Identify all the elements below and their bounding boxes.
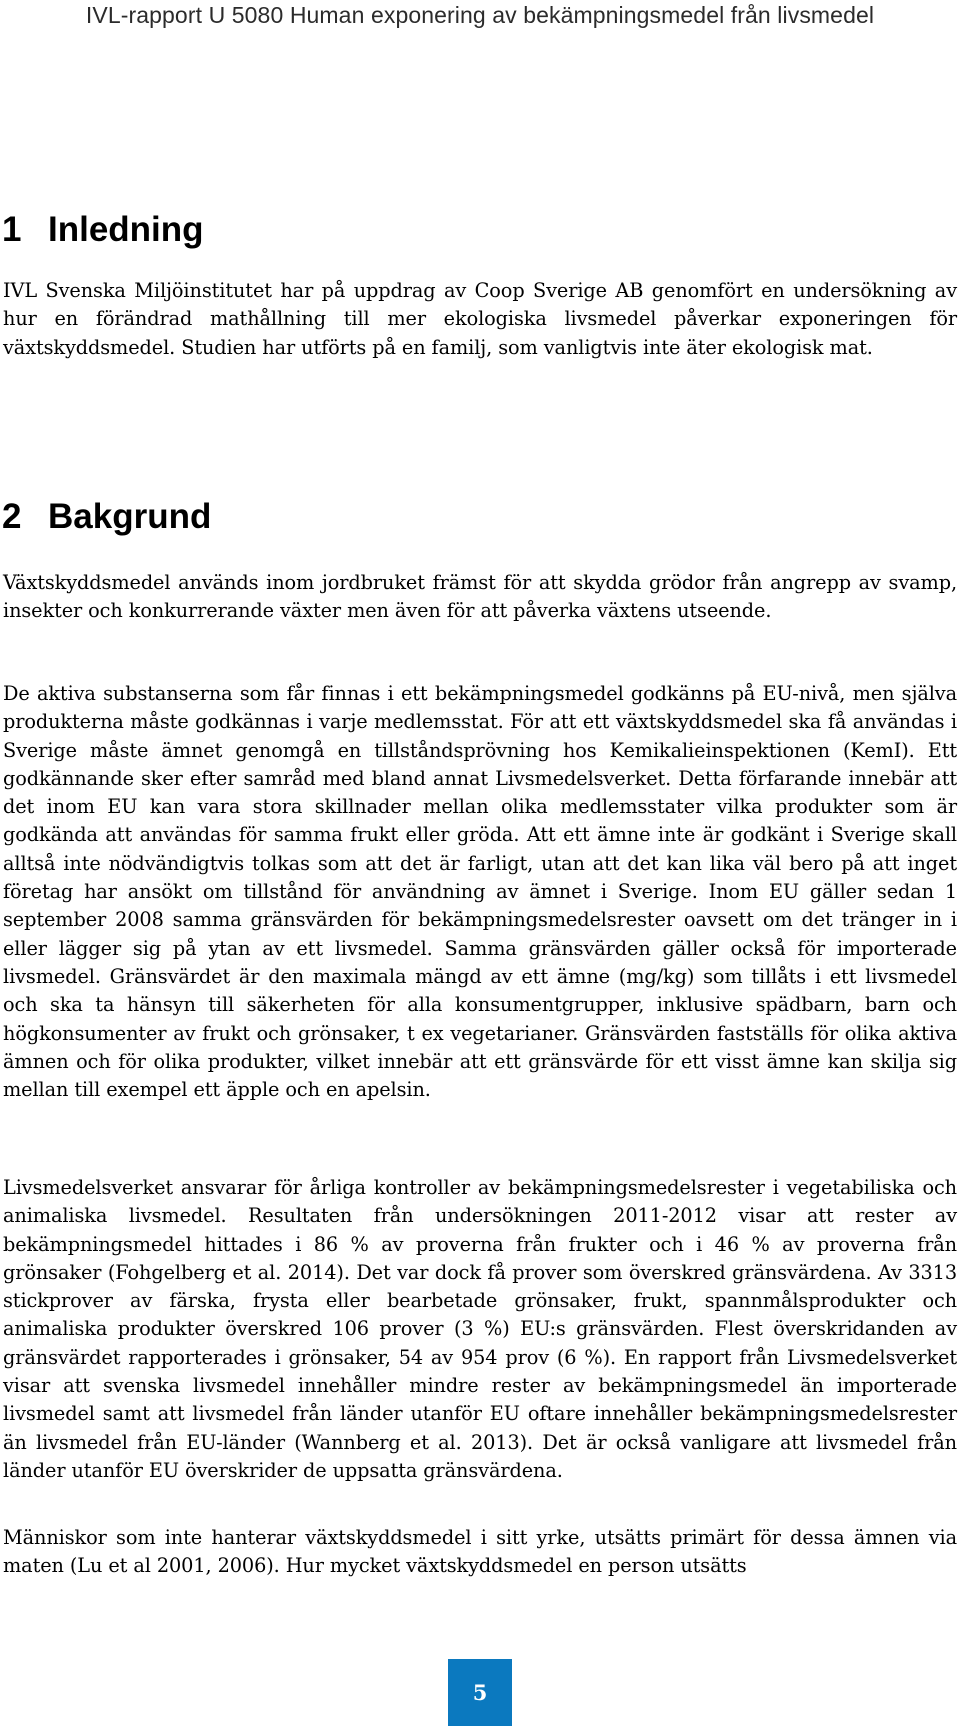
paragraph-bakgrund-3: Livsmedelsverket ansvarar för årliga kontroller av bekämpningsmedelsrester i vegetabiliska och animaliska livsmedel. Resultaten från undersökningen 2011-2012 visar att rester av bekämpningsmedel hittades i 86 % av proverna från frukter och i 46 % av proverna från grönsaker (Fohgelberg et al. 2014). Det var dock få prover som överskred gränsvärdena. Av 3313 stickprover av färska, frysta eller bearbetade grönsaker, frukt, spannmålsprodukter och animaliska produkter överskred 106 prover (3 %) EU:s gränsvärden. Flest överskridanden av gränsvärdet rapporterades i grönsaker, 54 av 954 prov (6 %). En rapport från Livsmedelsverket visar att svenska livsmedel innehåller mindre rester av bekämpningsmedel än importerade livsmedel samt att livsmedel från länder utanför EU oftare innehåller bekämpningsmedelsrester än livsmedel från EU-länder (Wannberg et al. 2013). Det är också vanligare att livsmedel från länder utanför EU överskrider de uppsatta gränsvärdena. [3,1176,957,1482]
section-heading-bakgrund [2,497,211,537]
page-number-badge [448,1659,512,1726]
section-number: 2 [2,497,22,536]
page-number: 5 [472,1680,488,1705]
paragraph-bakgrund-2: De aktiva substanserna som får finnas i ett bekämpningsmedel godkänns på EU-nivå, men själva produkterna måste godkännas i varje medlemsstat. För att ett växtskyddsmedel ska få användas i Sverige måste ämnet genomgå en tillståndsprövning hos Kemikalieinspektionen (KemI). Ett godkännande sker efter samråd med bland annat Livsmedelsverket. Detta förfarande innebär att det inom EU kan vara stora skillnader mellan olika medlemsstater vilka produkter som är godkända att användas för samma frukt eller gröda. Att ett ämne inte är godkänt i Sverige skall alltså inte nödvändigtvis tolkas som att det är farligt, utan att det kan lika väl bero på att inget företag har ansökt om tillstånd för användning av ämnet i Sverige. Inom EU gäller sedan 1 september 2008 samma gränsvärden för bekämpningsmedelsrester oavsett om det tränger in i eller lägger sig på ytan av ett livsmedel. Samma gränsvärden gäller också för importerade livsmedel. Gränsvärdet är den maximala mängd av ett ämne (mg/kg) som tillåts i ett livsmedel och ska ta hänsyn till säkerheten för alla konsumentgrupper, inklusive spädbarn, barn och högkonsumenter av frukt och grönsaker, t ex vegetarianer. Gränsvärden fastställs för olika aktiva ämnen och för olika produkter, vilket innebär att ett gränsvärde för ett visst ämne kan skilja sig mellan till exempel ett äpple och en apelsin. [3,682,957,1102]
running-header: IVL-rapport U 5080 Human exponering av bekämpningsmedel från livsmedel [85,2,875,28]
paragraph-bakgrund-4: Människor som inte hanterar växtskyddsmedel i sitt yrke, utsätts primärt för dessa ämnen via maten (Lu et al 2001, 2006). Hur mycket växtskyddsmedel en person utsätts [3,1526,957,1578]
paragraph-bakgrund-1: Växtskyddsmedel används inom jordbruket främst för att skydda grödor från angrepp av svamp, insekter och konkurrerande växter men även för att påverka växtens utseende. [3,571,957,623]
section-title: Bakgrund [48,497,212,536]
paragraph-inledning: IVL Svenska Miljöinstitutet har på uppdrag av Coop Sverige AB genomfört en undersökning av hur en förändrad mathållning till mer ekologiska livsmedel påverkar exponeringen för växtskyddsmedel. Studien har utförts på en familj, som vanligtvis inte äter ekologisk mat. [3,279,957,359]
section-heading-inledning [2,210,204,250]
section-title: Inledning [48,210,204,249]
section-number: 1 [2,210,22,249]
